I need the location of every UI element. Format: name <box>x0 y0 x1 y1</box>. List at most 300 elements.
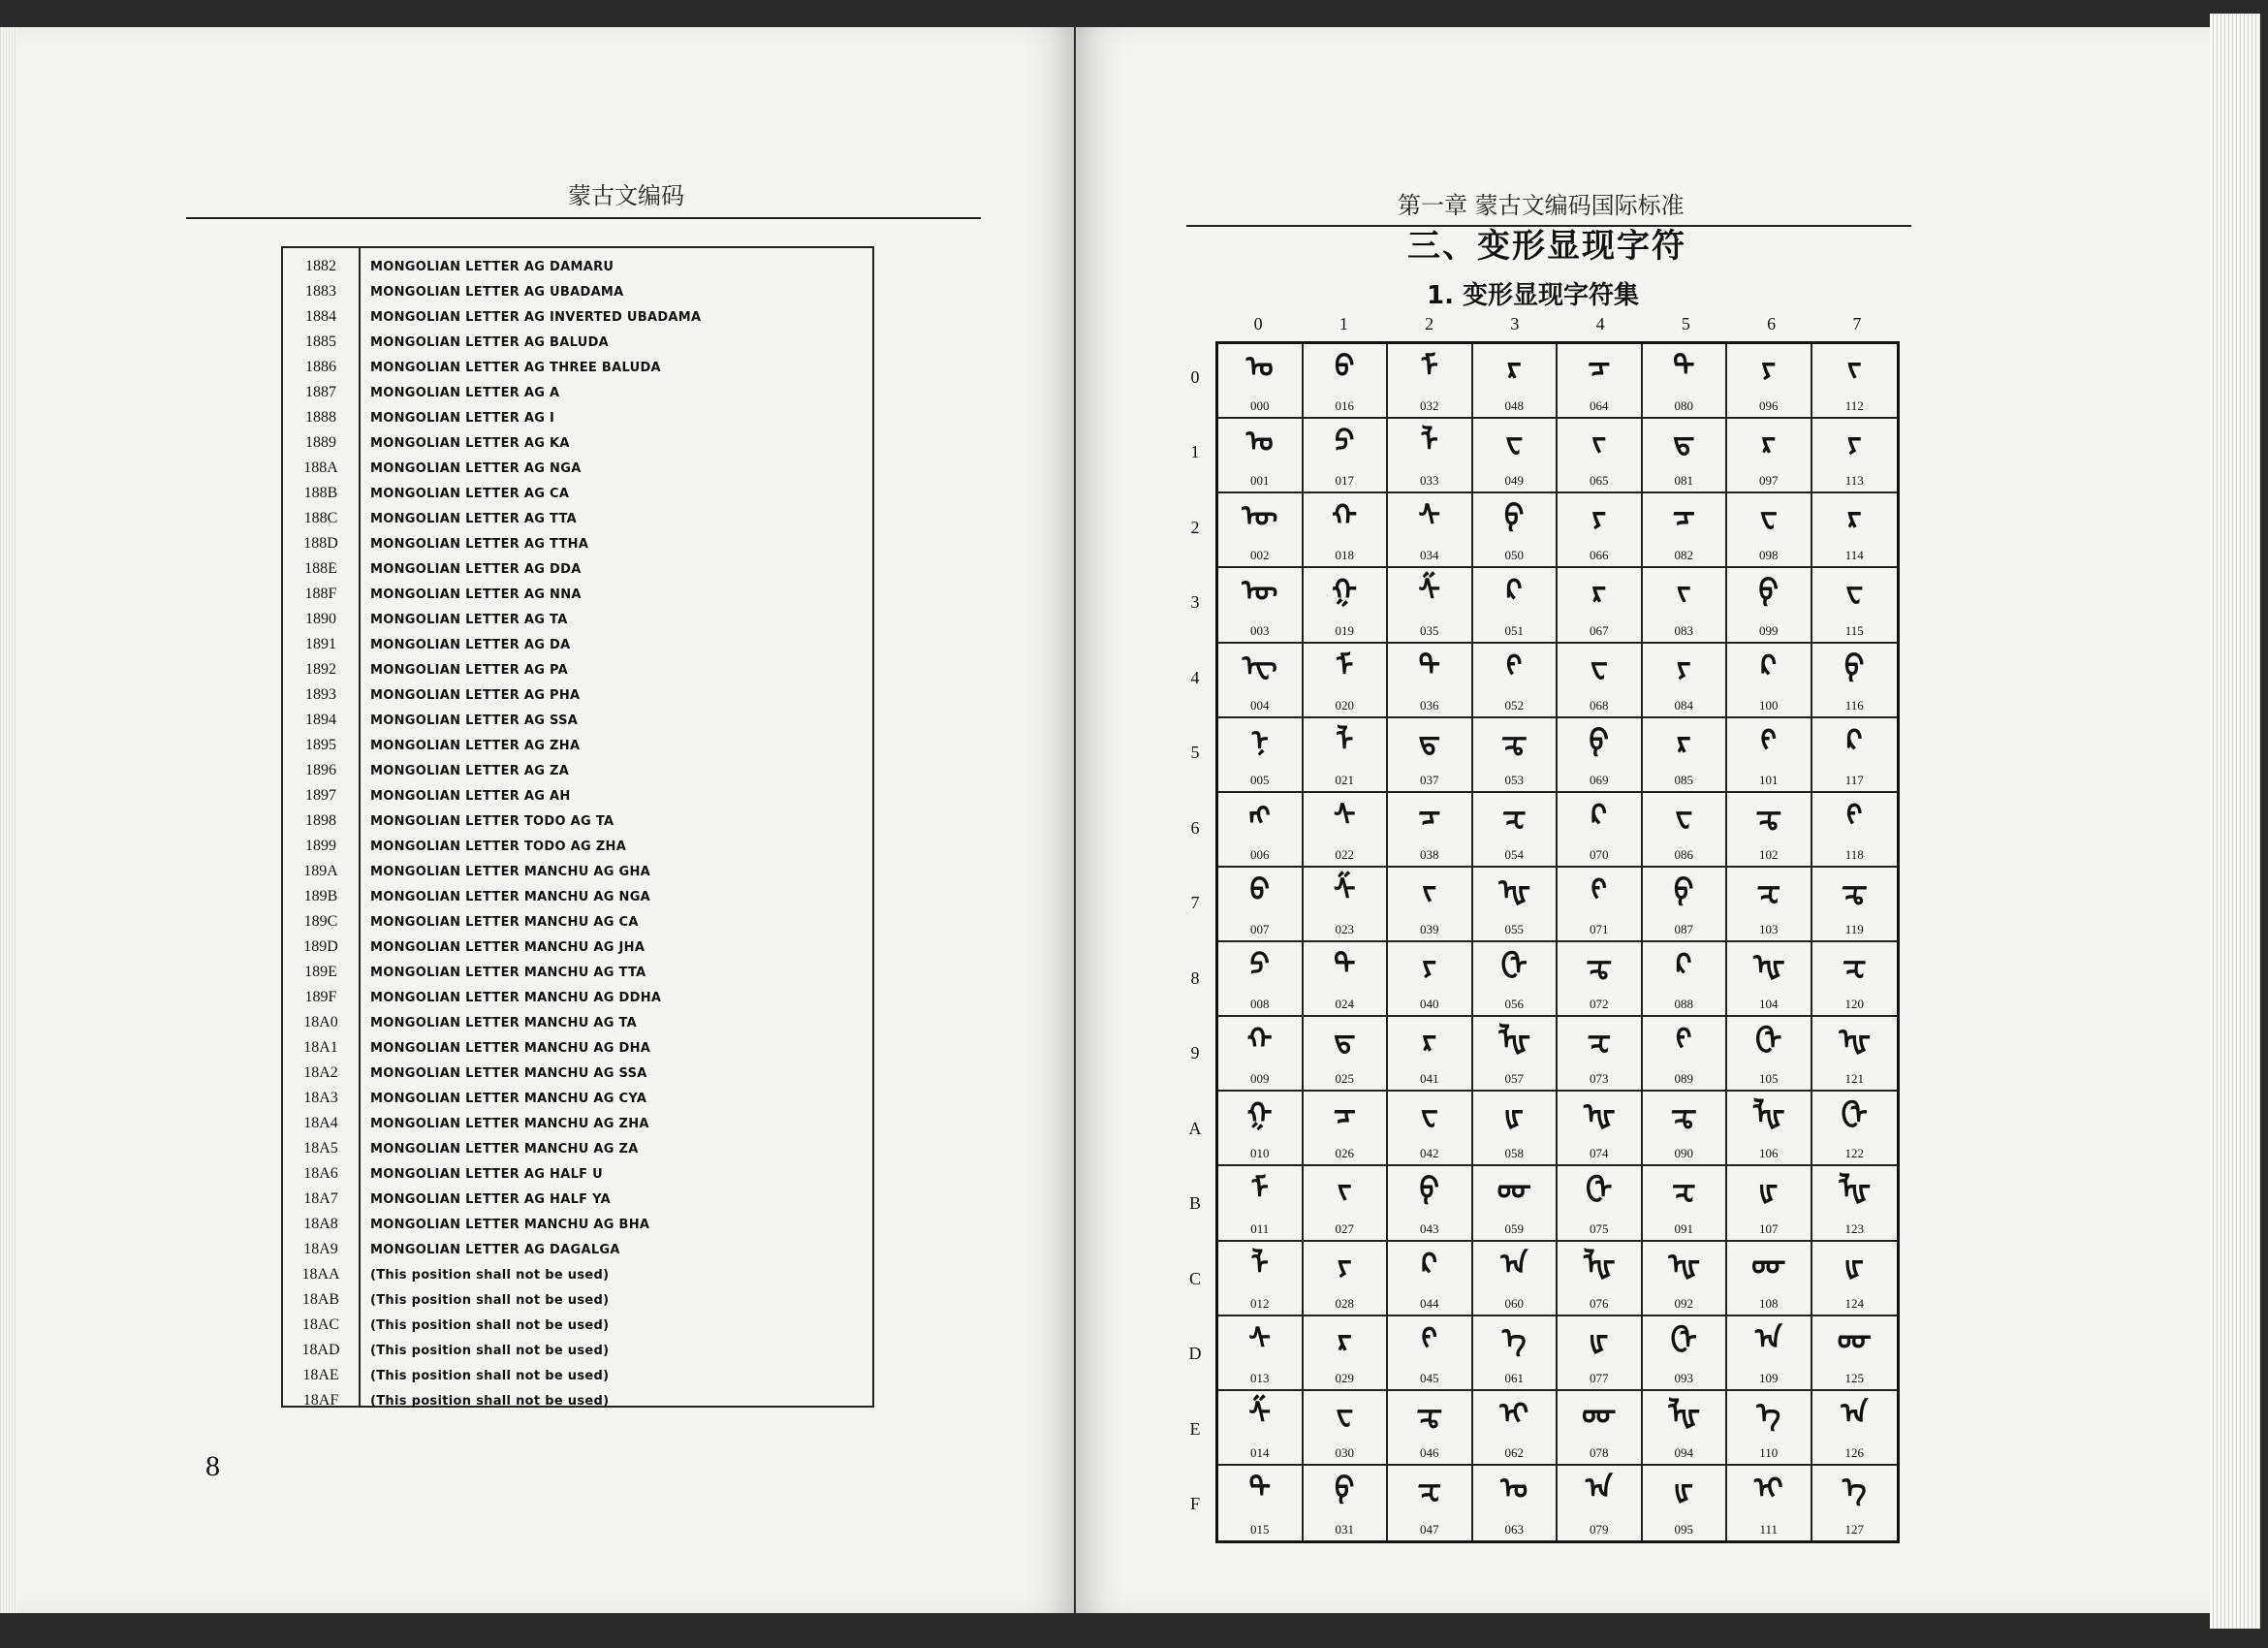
character-name: MONGOLIAN LETTER MANCHU AG ZHA <box>370 1116 649 1131</box>
code-point: 18A1 <box>303 1039 338 1056</box>
glyph-number: 083 <box>1674 622 1693 638</box>
glyph-cell <box>1388 344 1473 419</box>
glyph-sample: ᡁ <box>1590 1321 1609 1356</box>
glyph-number: 114 <box>1844 548 1864 563</box>
table-row <box>283 960 872 985</box>
glyph-number: 119 <box>1844 922 1864 936</box>
glyph-sample: ᡂ <box>1751 1247 1786 1282</box>
glyph-cell <box>1473 344 1559 419</box>
glyph-number: 069 <box>1590 772 1609 787</box>
glyph-cell <box>1473 1092 1559 1166</box>
glyph-number: 033 <box>1420 473 1439 489</box>
column-header: 6 <box>1767 314 1777 333</box>
glyph-sample: ᠡ <box>1501 1321 1527 1356</box>
glyph-cell <box>1218 568 1304 643</box>
character-name: MONGOLIAN LETTER MANCHU AG BHA <box>370 1217 650 1232</box>
table-row <box>283 935 872 960</box>
glyph-cell <box>1727 793 1812 868</box>
code-point: 189F <box>304 989 337 1005</box>
glyph-number: 049 <box>1504 473 1524 489</box>
subsection-title: 1. 变形显现字符集 <box>1427 281 1640 310</box>
glyph-number: 051 <box>1504 622 1524 638</box>
glyph-number: 039 <box>1420 922 1439 936</box>
glyph-sample: ᠿ <box>1500 948 1528 982</box>
glyph-sample: ᠻ <box>1591 872 1607 907</box>
glyph-number: 116 <box>1844 697 1864 713</box>
glyph-cell <box>1558 1466 1643 1540</box>
glyph-cell <box>1473 1242 1559 1316</box>
glyph-cell <box>1643 1242 1728 1316</box>
glyph-sample: ᠳ <box>1673 425 1695 460</box>
glyph-cell <box>1388 568 1473 643</box>
glyph-number: 086 <box>1674 846 1693 862</box>
glyph-number: 006 <box>1250 846 1270 862</box>
glyph-cell <box>1218 868 1304 942</box>
glyph-sample: ᠹ <box>1844 649 1865 683</box>
glyph-sample: ᠴ <box>1418 798 1441 833</box>
glyph-number: 001 <box>1250 473 1270 489</box>
glyph-sample: ᠽ <box>1843 948 1867 982</box>
glyph-sample: ᠤ <box>1245 425 1274 460</box>
glyph-number: 101 <box>1759 772 1779 787</box>
glyph-sample: ᠮ <box>1420 350 1438 384</box>
glyph-cell <box>1558 1017 1643 1092</box>
glyph-number: 113 <box>1844 473 1864 489</box>
glyph-number: 067 <box>1590 622 1609 638</box>
code-point: 1884 <box>305 308 336 325</box>
glyph-sample: ᠦ <box>1242 574 1278 609</box>
glyph-number: 036 <box>1420 697 1439 713</box>
character-name: MONGOLIAN LETTER TODO AG TA <box>370 813 614 829</box>
glyph-sample: ᠴ <box>1672 499 1695 534</box>
row-header: C <box>1188 1268 1201 1288</box>
glyph-cell <box>1304 493 1389 568</box>
character-name: MONGOLIAN LETTER AG HALF YA <box>370 1191 612 1207</box>
code-point: 18A5 <box>303 1140 338 1157</box>
row-header: 7 <box>1190 893 1200 913</box>
code-point: 1888 <box>305 409 336 426</box>
glyph-sample: ᠺ <box>1760 649 1778 683</box>
glyph-number: 105 <box>1759 1071 1779 1087</box>
glyph-number: 112 <box>1844 398 1864 414</box>
character-name: MONGOLIAN LETTER MANCHU AG TTA <box>370 965 646 980</box>
table-row <box>283 582 872 607</box>
glyph-sample: ᠽ <box>1672 1172 1696 1207</box>
glyph-sample: ᠽ <box>1756 872 1780 907</box>
table-row <box>283 355 872 380</box>
glyph-number: 037 <box>1420 772 1439 787</box>
code-point: 1892 <box>305 661 336 678</box>
code-point: 1890 <box>305 611 336 627</box>
glyph-cell <box>1727 1391 1812 1466</box>
glyph-number: 062 <box>1504 1444 1524 1460</box>
glyph-sample: ᠹ <box>1589 723 1609 758</box>
glyph-number: 098 <box>1759 548 1779 563</box>
table-row <box>283 632 872 657</box>
glyph-sample: ᡁ <box>1504 1097 1524 1132</box>
glyph-number: 097 <box>1759 473 1779 489</box>
glyph-sample: ᠵ <box>1591 425 1607 460</box>
glyph-cell <box>1812 1242 1898 1316</box>
glyph-cell <box>1727 419 1812 493</box>
glyph-number: 126 <box>1844 1444 1864 1460</box>
glyph-number: 056 <box>1504 997 1524 1012</box>
code-point: 1898 <box>305 812 336 829</box>
glyph-sample: ᠻ <box>1676 1023 1692 1058</box>
glyph-number: 082 <box>1674 548 1693 563</box>
character-name: MONGOLIAN LETTER AG NGA <box>370 460 582 476</box>
table-row <box>283 834 872 859</box>
glyph-sample: ᠭ <box>1332 574 1358 609</box>
glyph-sample: ᠲ <box>1248 1471 1271 1505</box>
table-row <box>283 1313 872 1338</box>
character-name: MONGOLIAN LETTER AG THREE BALUDA <box>370 360 661 375</box>
glyph-cell <box>1473 868 1559 942</box>
glyph-cell <box>1218 1017 1304 1092</box>
glyph-cell <box>1304 1092 1389 1166</box>
glyph-cell <box>1473 1017 1559 1092</box>
glyph-sample: ᠾ <box>1497 872 1531 907</box>
glyph-sample: ᠽ <box>1502 798 1527 833</box>
character-name: MONGOLIAN LETTER MANCHU AG ZA <box>370 1141 639 1157</box>
row-header: 4 <box>1190 667 1200 687</box>
character-name: MONGOLIAN LETTER AG BALUDA <box>370 334 610 350</box>
row-header: A <box>1188 1118 1202 1138</box>
glyph-sample: ᠷ <box>1422 1023 1437 1058</box>
glyph-number: 088 <box>1674 997 1693 1012</box>
character-name: MONGOLIAN LETTER AG PA <box>370 662 569 678</box>
glyph-cell <box>1727 868 1812 942</box>
character-name: MONGOLIAN LETTER AG CA <box>370 486 570 501</box>
glyph-sample: ᠲ <box>1418 649 1440 683</box>
code-point: 18A9 <box>303 1241 338 1257</box>
table-row <box>283 1136 872 1161</box>
glyph-sample: ᠷ <box>1506 350 1522 384</box>
glyph-cell <box>1558 493 1643 568</box>
glyph-cell <box>1812 1017 1898 1092</box>
glyph-cell <box>1473 1466 1559 1540</box>
glyph-cell <box>1473 644 1559 718</box>
glyph-sample: ᠵ <box>1846 350 1862 384</box>
glyph-cell <box>1643 1092 1728 1166</box>
glyph-number: 026 <box>1335 1146 1354 1161</box>
glyph-sample: ᠶ <box>1591 499 1607 534</box>
glyph-sample: ᠾ <box>1667 1247 1701 1282</box>
table-row <box>283 254 872 279</box>
code-point: 188E <box>304 560 337 577</box>
glyph-sample: ᠬ <box>1246 1023 1273 1058</box>
column-header: 0 <box>1253 314 1263 333</box>
glyph-cell <box>1388 1017 1473 1092</box>
row-header: E <box>1189 1418 1201 1439</box>
code-point: 18AF <box>302 1392 339 1409</box>
glyph-cell <box>1388 793 1473 868</box>
glyph-sample: ᠫ <box>1249 948 1270 982</box>
table-row <box>283 1010 872 1035</box>
glyph-sample: ᠺ <box>1505 574 1523 609</box>
glyph-number: 047 <box>1420 1522 1439 1537</box>
table-row <box>283 1237 872 1262</box>
glyph-sample: ᠻ <box>1506 649 1523 683</box>
glyph-number: 058 <box>1504 1146 1524 1161</box>
row-header: 6 <box>1190 817 1200 838</box>
right-page-edges <box>2210 14 2260 1629</box>
code-point: 18AA <box>301 1266 340 1283</box>
code-point: 188A <box>303 460 338 476</box>
glyph-sample: ᠣ <box>1500 1471 1528 1505</box>
table-row <box>283 1212 872 1237</box>
glyph-sample: ᠶ <box>1337 1247 1352 1282</box>
code-point: 188F <box>304 586 337 602</box>
glyph-number: 094 <box>1674 1444 1693 1460</box>
glyph-sample: ᠷ <box>1337 1321 1352 1356</box>
glyph-cell <box>1388 942 1473 1017</box>
glyph-cell <box>1643 1017 1728 1092</box>
glyph-sample: ᠼ <box>1670 1097 1697 1132</box>
glyph-number: 000 <box>1250 398 1270 414</box>
glyph-sample: ᠨ <box>1250 723 1269 758</box>
glyph-number: 117 <box>1844 772 1864 787</box>
glyph-sample: ᠸ <box>1759 499 1778 534</box>
glyph-cell <box>1218 419 1304 493</box>
glyph-cell <box>1388 1092 1473 1166</box>
glyph-number: 122 <box>1844 1146 1864 1161</box>
glyph-sample: ᡂ <box>1496 1172 1531 1207</box>
glyph-cell <box>1388 1166 1473 1241</box>
glyph-number: 060 <box>1504 1295 1524 1311</box>
glyph-number: 038 <box>1420 846 1439 862</box>
glyph-cell <box>1304 1316 1389 1391</box>
table-row <box>283 430 872 456</box>
glyph-number: 059 <box>1504 1220 1524 1236</box>
glyph-sample: ᠶ <box>1422 948 1437 982</box>
character-name: MONGOLIAN LETTER MANCHU AG SSA <box>370 1065 647 1081</box>
glyph-number: 065 <box>1590 473 1609 489</box>
glyph-cell <box>1812 568 1898 643</box>
glyph-number: 092 <box>1674 1295 1693 1311</box>
glyph-number: 075 <box>1590 1220 1609 1236</box>
code-point: 1894 <box>305 712 336 728</box>
glyph-cell <box>1473 419 1559 493</box>
row-header: D <box>1188 1344 1202 1364</box>
row-header: 2 <box>1190 517 1200 537</box>
glyph-number: 103 <box>1759 922 1779 936</box>
glyph-cell <box>1643 1316 1728 1391</box>
table-row <box>283 330 872 355</box>
glyph-cell <box>1218 793 1304 868</box>
character-name: MONGOLIAN LETTER AG UBADAMA <box>370 284 624 300</box>
row-header: F <box>1189 1494 1200 1514</box>
code-point: 18A6 <box>303 1165 338 1182</box>
glyph-number: 008 <box>1250 997 1270 1012</box>
glyph-cell <box>1304 1466 1389 1540</box>
glyph-number: 024 <box>1335 997 1354 1012</box>
glyph-number: 081 <box>1674 473 1693 489</box>
code-point: 1882 <box>305 258 336 274</box>
glyph-cell <box>1643 1391 1728 1466</box>
glyph-cell <box>1388 868 1473 942</box>
code-point: 18A4 <box>303 1115 338 1131</box>
character-name: MONGOLIAN LETTER MANCHU AG CYA <box>370 1091 647 1106</box>
glyph-number: 048 <box>1504 398 1524 414</box>
character-name: MONGOLIAN LETTER AG NNA <box>370 586 582 602</box>
glyph-sample: ᠸ <box>1845 574 1864 609</box>
character-name: MONGOLIAN LETTER TODO AG ZHA <box>370 839 627 854</box>
glyph-number: 020 <box>1335 697 1354 713</box>
glyph-number: 085 <box>1674 772 1693 787</box>
table-row <box>283 481 872 506</box>
glyph-number: 068 <box>1590 697 1609 713</box>
glyph-number: 031 <box>1335 1522 1354 1537</box>
glyph-number: 032 <box>1420 398 1439 414</box>
glyph-sample: ᠰ <box>1333 798 1356 833</box>
glyph-number: 125 <box>1844 1370 1864 1385</box>
glyph-sample: ᠼ <box>1755 798 1782 833</box>
glyph-number: 028 <box>1335 1295 1354 1311</box>
glyph-sample: ᠴ <box>1588 350 1611 384</box>
glyph-cell <box>1304 793 1389 868</box>
column-header: 7 <box>1852 314 1862 333</box>
glyph-sample: ᠭ <box>1246 1097 1273 1132</box>
glyph-cell <box>1643 344 1728 419</box>
glyph-cell <box>1812 793 1898 868</box>
table-row <box>283 1262 872 1287</box>
glyph-cell <box>1473 942 1559 1017</box>
glyph-sample: ᡂ <box>1582 1396 1617 1431</box>
glyph-number: 055 <box>1504 922 1524 936</box>
glyph-number: 050 <box>1504 548 1524 563</box>
glyph-cell <box>1727 1466 1812 1540</box>
glyph-cell <box>1558 718 1643 793</box>
character-name: (This position shall not be used) <box>370 1368 610 1383</box>
glyph-cell <box>1304 1391 1389 1466</box>
glyph-cell <box>1304 344 1389 419</box>
glyph-cell <box>1304 568 1389 643</box>
glyph-cell <box>1558 793 1643 868</box>
glyph-cell <box>1727 718 1812 793</box>
code-point: 189B <box>303 888 338 904</box>
glyph-sample: ᠠ <box>1500 1247 1528 1282</box>
glyph-number: 121 <box>1844 1071 1864 1087</box>
glyph-number: 104 <box>1759 997 1779 1012</box>
character-name: (This position shall not be used) <box>370 1267 610 1283</box>
glyph-number: 012 <box>1250 1295 1270 1311</box>
glyph-cell <box>1218 1466 1304 1540</box>
glyph-sample: ᠸ <box>1675 798 1693 833</box>
glyph-number: 090 <box>1674 1146 1693 1161</box>
row-header: 1 <box>1190 442 1200 462</box>
glyph-sample: ᠩ <box>1248 798 1271 833</box>
glyph-sample: ᡀ <box>1582 1247 1616 1282</box>
right-running-head: 第一章 蒙古文编码国际标准 <box>1398 192 1685 219</box>
glyph-cell <box>1558 1242 1643 1316</box>
glyph-number: 014 <box>1250 1444 1270 1460</box>
table-row <box>283 1086 872 1111</box>
glyph-sample: ᠵ <box>1676 574 1691 609</box>
glyph-sample: ᠿ <box>1841 1097 1868 1132</box>
glyph-sample: ᡀ <box>1497 1023 1531 1058</box>
character-name: MONGOLIAN LETTER AG TA <box>370 612 568 627</box>
glyph-cell <box>1643 493 1728 568</box>
glyph-number: 035 <box>1420 622 1439 638</box>
character-name: MONGOLIAN LETTER MANCHU AG GHA <box>370 864 651 879</box>
character-name: MONGOLIAN LETTER AG DA <box>370 637 571 652</box>
column-header: 3 <box>1510 314 1520 333</box>
code-point: 18AD <box>301 1342 340 1358</box>
table-row <box>283 985 872 1010</box>
glyph-number: 077 <box>1590 1370 1609 1385</box>
glyph-number: 021 <box>1335 772 1354 787</box>
glyph-cell <box>1558 1166 1643 1241</box>
column-header: 5 <box>1681 314 1690 333</box>
character-name: (This position shall not be used) <box>370 1343 610 1358</box>
character-name: MONGOLIAN LETTER AG HALF U <box>370 1166 604 1182</box>
glyph-cell <box>1218 644 1304 718</box>
glyph-cell <box>1218 344 1304 419</box>
glyph-cell <box>1812 1391 1898 1466</box>
glyph-sample: ᡀ <box>1838 1172 1872 1207</box>
table-row <box>283 758 872 783</box>
glyph-number: 016 <box>1335 398 1354 414</box>
code-point: 18A0 <box>303 1014 338 1030</box>
table-row <box>283 1061 872 1086</box>
code-point: 188C <box>303 510 338 526</box>
glyph-cell <box>1473 1391 1559 1466</box>
table-row <box>283 1363 872 1388</box>
table-row <box>283 607 872 632</box>
glyph-number: 072 <box>1590 997 1609 1012</box>
glyph-cell <box>1643 1166 1728 1241</box>
glyph-sample: ᠷ <box>1591 574 1607 609</box>
glyph-sample: ᠸ <box>1420 1097 1438 1132</box>
glyph-cell <box>1727 1017 1812 1092</box>
glyph-sample: ᠹ <box>1758 574 1779 609</box>
table-row <box>283 506 872 531</box>
glyph-number: 076 <box>1590 1295 1609 1311</box>
glyph-number: 043 <box>1420 1220 1439 1236</box>
glyph-cell <box>1304 1166 1389 1241</box>
glyph-cell <box>1727 344 1812 419</box>
glyph-sample: ᠳ <box>1334 1023 1356 1058</box>
glyph-cell <box>1558 568 1643 643</box>
glyph-sample: ᡀ <box>1667 1396 1701 1431</box>
glyph-sample: ᠶ <box>1846 425 1862 460</box>
row-header: 8 <box>1190 967 1200 988</box>
glyph-cell <box>1304 718 1389 793</box>
glyph-cell <box>1558 1316 1643 1391</box>
glyph-cell <box>1473 568 1559 643</box>
code-point: 1895 <box>305 737 336 753</box>
table-row <box>283 405 872 430</box>
glyph-cell <box>1558 942 1643 1017</box>
glyph-sample: ᠼ <box>1841 872 1868 907</box>
glyph-cell <box>1218 1391 1304 1466</box>
glyph-number: 099 <box>1759 622 1779 638</box>
glyph-table <box>1215 341 1900 1543</box>
glyph-number: 010 <box>1250 1146 1270 1161</box>
glyph-number: 127 <box>1844 1522 1864 1537</box>
glyph-cell <box>1558 868 1643 942</box>
glyph-sample: ᠲ <box>1334 948 1356 982</box>
glyph-cell <box>1812 344 1898 419</box>
glyph-number: 123 <box>1844 1220 1864 1236</box>
glyph-number: 002 <box>1250 548 1270 563</box>
glyph-number: 045 <box>1420 1370 1439 1385</box>
row-header: 0 <box>1190 366 1200 387</box>
glyph-cell <box>1727 568 1812 643</box>
code-point: 18A7 <box>303 1190 338 1207</box>
glyph-sample: ᠥ <box>1242 499 1278 534</box>
